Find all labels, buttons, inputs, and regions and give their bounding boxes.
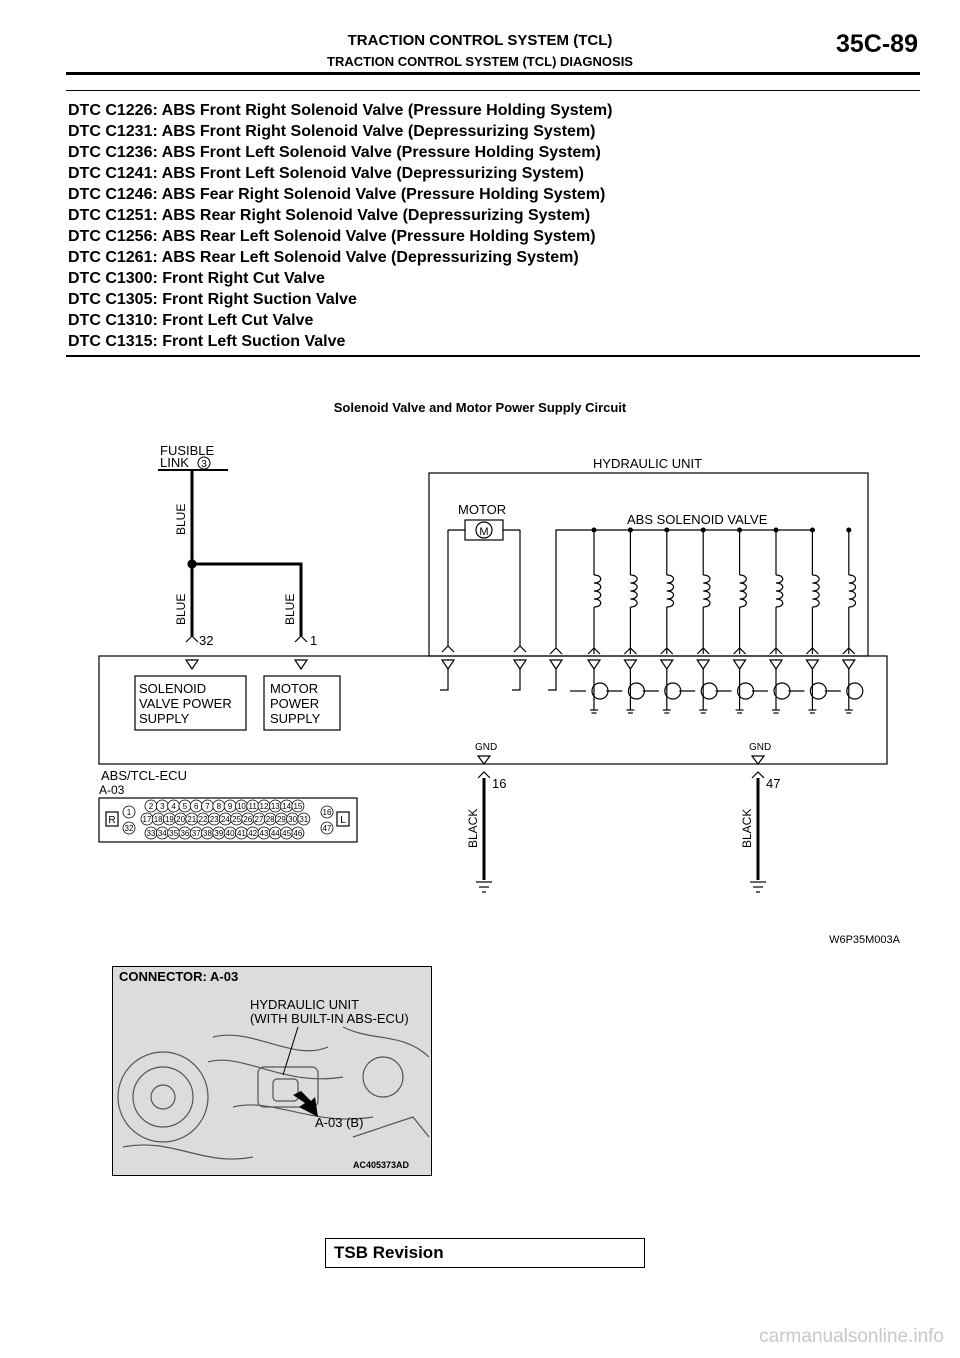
photo-unit-label-1: HYDRAULIC UNIT [250, 997, 360, 1012]
dtc-item: DTC C1226: ABS Front Right Solenoid Valve (Pressure Holding System) [68, 102, 613, 119]
diagram-title: Solenoid Valve and Motor Power Supply Circuit [333, 400, 627, 415]
connector-pin-number: 10 [236, 802, 246, 811]
dtc-item: DTC C1241: ABS Front Left Solenoid Valve (Depressurizing System) [68, 165, 584, 182]
gnd-label-left: GND [475, 742, 498, 753]
solenoid-pin-triangle [661, 660, 673, 669]
solenoid-columns [570, 528, 863, 714]
photo-connector-label: CONNECTOR: A-03 [119, 969, 239, 984]
solenoid-coil [776, 575, 783, 607]
connector-pin-number: 19 [164, 815, 174, 824]
connector-pin-number: 31 [299, 815, 309, 824]
connector-pin-number: 45 [282, 829, 292, 838]
connector-pin-number: 37 [191, 829, 201, 838]
pin-1-label: 1 [310, 633, 318, 648]
solenoid-coil [703, 575, 710, 607]
page-number: 35C-89 [836, 30, 918, 58]
connector-pin-number: 36 [180, 829, 190, 838]
solenoid-pin-triangle [843, 660, 855, 669]
solenoid-supply-label-1: SOLENOID [139, 681, 207, 696]
connector-pin-number: 35 [169, 829, 179, 838]
motor-supply-label-1: MOTOR [270, 681, 319, 696]
photo-pointer-label: A-03 (B) [315, 1115, 364, 1130]
section-subtitle: TRACTION CONTROL SYSTEM (TCL) DIAGNOSIS [327, 54, 633, 69]
solenoid-coil [630, 575, 637, 607]
connector-pin-number: 27 [254, 815, 264, 824]
connector-pin-number: 28 [265, 815, 275, 824]
connector-pin-number: 39 [214, 829, 224, 838]
connector-pin-number: 25 [232, 815, 242, 824]
connector-pin-number: 20 [176, 815, 186, 824]
gnd-label-right: GND [749, 742, 772, 753]
wire-color-blue-upper: BLUE [174, 503, 188, 535]
connector-pin-number: 44 [270, 829, 280, 838]
tsb-revision-label: TSB Revision [334, 1243, 444, 1262]
connector-photo [112, 966, 432, 1176]
pin-47-label: 47 [766, 776, 781, 791]
connector-pin-number: 5 [182, 802, 188, 811]
solenoid-pin-triangle [588, 660, 600, 669]
connector-pin-number: 29 [276, 815, 286, 824]
dtc-item: DTC C1310: Front Left Cut Valve [68, 312, 314, 329]
solenoid-junction-dot [628, 528, 633, 533]
solenoid-supply-label-2: VALVE POWER [139, 696, 232, 711]
connector-pins [123, 800, 333, 839]
connector-id: A-03 [99, 783, 125, 797]
connector-pin-number: 1 [126, 808, 132, 817]
connector-pin-number: 18 [153, 815, 163, 824]
photo-figure-code: AC405373AD [353, 1160, 410, 1170]
dtc-item: DTC C1261: ABS Rear Left Solenoid Valve (Depressurizing System) [68, 249, 579, 266]
dtc-item: DTC C1315: Front Left Suction Valve [68, 333, 346, 350]
solenoid-junction-dot [846, 528, 851, 533]
connector-mark-r: R [108, 815, 116, 826]
motor-symbol: M [479, 526, 489, 538]
tsb-revision-box [325, 1238, 645, 1268]
section-title: TRACTION CONTROL SYSTEM (TCL) [347, 32, 613, 49]
solenoid-junction-dot [701, 528, 706, 533]
connector-mark-l: L [340, 815, 346, 826]
connector-pin-number: 11 [248, 802, 257, 811]
dtc-item: DTC C1236: ABS Front Left Solenoid Valve (Pressure Holding System) [68, 144, 601, 161]
solenoid-junction-dot [774, 528, 779, 533]
dtc-item: DTC C1231: ABS Front Right Solenoid Valve (Depressurizing System) [68, 123, 596, 140]
connector-pin-number: 40 [225, 829, 235, 838]
connector-pin-number: 12 [259, 802, 269, 811]
motor-label: MOTOR [458, 502, 507, 517]
connector-pin-number: 43 [259, 829, 269, 838]
motor-supply-label-2: POWER [270, 696, 320, 711]
fusible-label-1: FUSIBLE [160, 443, 215, 458]
connector-pin-number: 13 [270, 802, 280, 811]
connector-pin-number: 38 [203, 829, 212, 838]
solenoid-pin-triangle [770, 660, 782, 669]
fusible-label-2: LINK [160, 455, 189, 470]
connector-pin-number: 21 [187, 815, 197, 824]
connector-pin-number: 7 [205, 802, 210, 811]
connector-pin-number: 33 [146, 829, 156, 838]
solenoid-junction-dot [810, 528, 815, 533]
connector-pin-number: 15 [293, 802, 303, 811]
solenoid-coil [812, 575, 819, 607]
connector-pin-number: 9 [227, 802, 233, 811]
abs-solenoid-label: ABS SOLENOID VALVE [627, 512, 768, 527]
diagram-figure-code: W6P35M003A [829, 934, 900, 946]
connector-pin-number: 24 [220, 815, 230, 824]
hydraulic-unit-label: HYDRAULIC UNIT [593, 456, 703, 471]
solenoid-coil [740, 575, 747, 607]
solenoid-pin-triangle [734, 660, 746, 669]
connector-pin-number: 26 [243, 815, 253, 824]
photo-unit-label-2: (WITH BUILT-IN ABS-ECU) [250, 1011, 409, 1026]
wire-color-black-left: BLACK [466, 808, 480, 848]
connector-pin-number: 8 [216, 802, 222, 811]
pin-32-label: 32 [199, 633, 214, 648]
solenoid-pin-triangle [624, 660, 636, 669]
connector-pin-number: 32 [124, 824, 134, 833]
dtc-item: DTC C1256: ABS Rear Left Solenoid Valve (Pressure Holding System) [68, 228, 596, 245]
motor-supply-label-3: SUPPLY [270, 711, 321, 726]
solenoid-coil [594, 575, 601, 607]
connector-pin-number: 42 [248, 829, 258, 838]
ecu-label: ABS/TCL-ECU [101, 768, 187, 783]
solenoid-coil [667, 575, 674, 607]
solenoid-pin-triangle [697, 660, 709, 669]
connector-pin-number: 41 [236, 829, 246, 838]
connector-pin-number: 22 [198, 815, 208, 824]
dtc-item: DTC C1300: Front Right Cut Valve [68, 270, 325, 287]
connector-pin-number: 47 [322, 824, 332, 833]
dtc-item: DTC C1246: ABS Fear Right Solenoid Valve (Pressure Holding System) [68, 186, 606, 203]
watermark: carmanualsonline.info [759, 1326, 944, 1347]
solenoid-junction-dot [737, 528, 742, 533]
solenoid-coil [849, 575, 856, 607]
dtc-item: DTC C1305: Front Right Suction Valve [68, 291, 357, 308]
connector-pin-number: 34 [157, 829, 167, 838]
connector-pin-number: 17 [142, 815, 152, 824]
connector-pin-number: 23 [209, 815, 219, 824]
connector-pin-number: 46 [293, 829, 303, 838]
fusible-number: 3 [201, 459, 207, 470]
wire-color-blue-right: BLUE [283, 593, 297, 625]
wire-color-blue-left: BLUE [174, 593, 188, 625]
connector-pin-number: 3 [160, 802, 165, 811]
dtc-item: DTC C1251: ABS Rear Right Solenoid Valve (Depressurizing System) [68, 207, 591, 224]
solenoid-junction-dot [664, 528, 669, 533]
pin-16-label: 16 [492, 776, 507, 791]
solenoid-pin-triangle [806, 660, 818, 669]
solenoid-junction-dot [592, 528, 597, 533]
solenoid-supply-label-3: SUPPLY [139, 711, 190, 726]
wire-color-black-right: BLACK [740, 808, 754, 848]
connector-pin-number: 4 [171, 802, 176, 811]
connector-pin-number: 16 [322, 808, 332, 817]
connector-pin-number: 14 [282, 802, 292, 811]
connector-pin-number: 6 [193, 802, 199, 811]
connector-pin-number: 2 [148, 802, 154, 811]
connector-pin-number: 30 [288, 815, 298, 824]
